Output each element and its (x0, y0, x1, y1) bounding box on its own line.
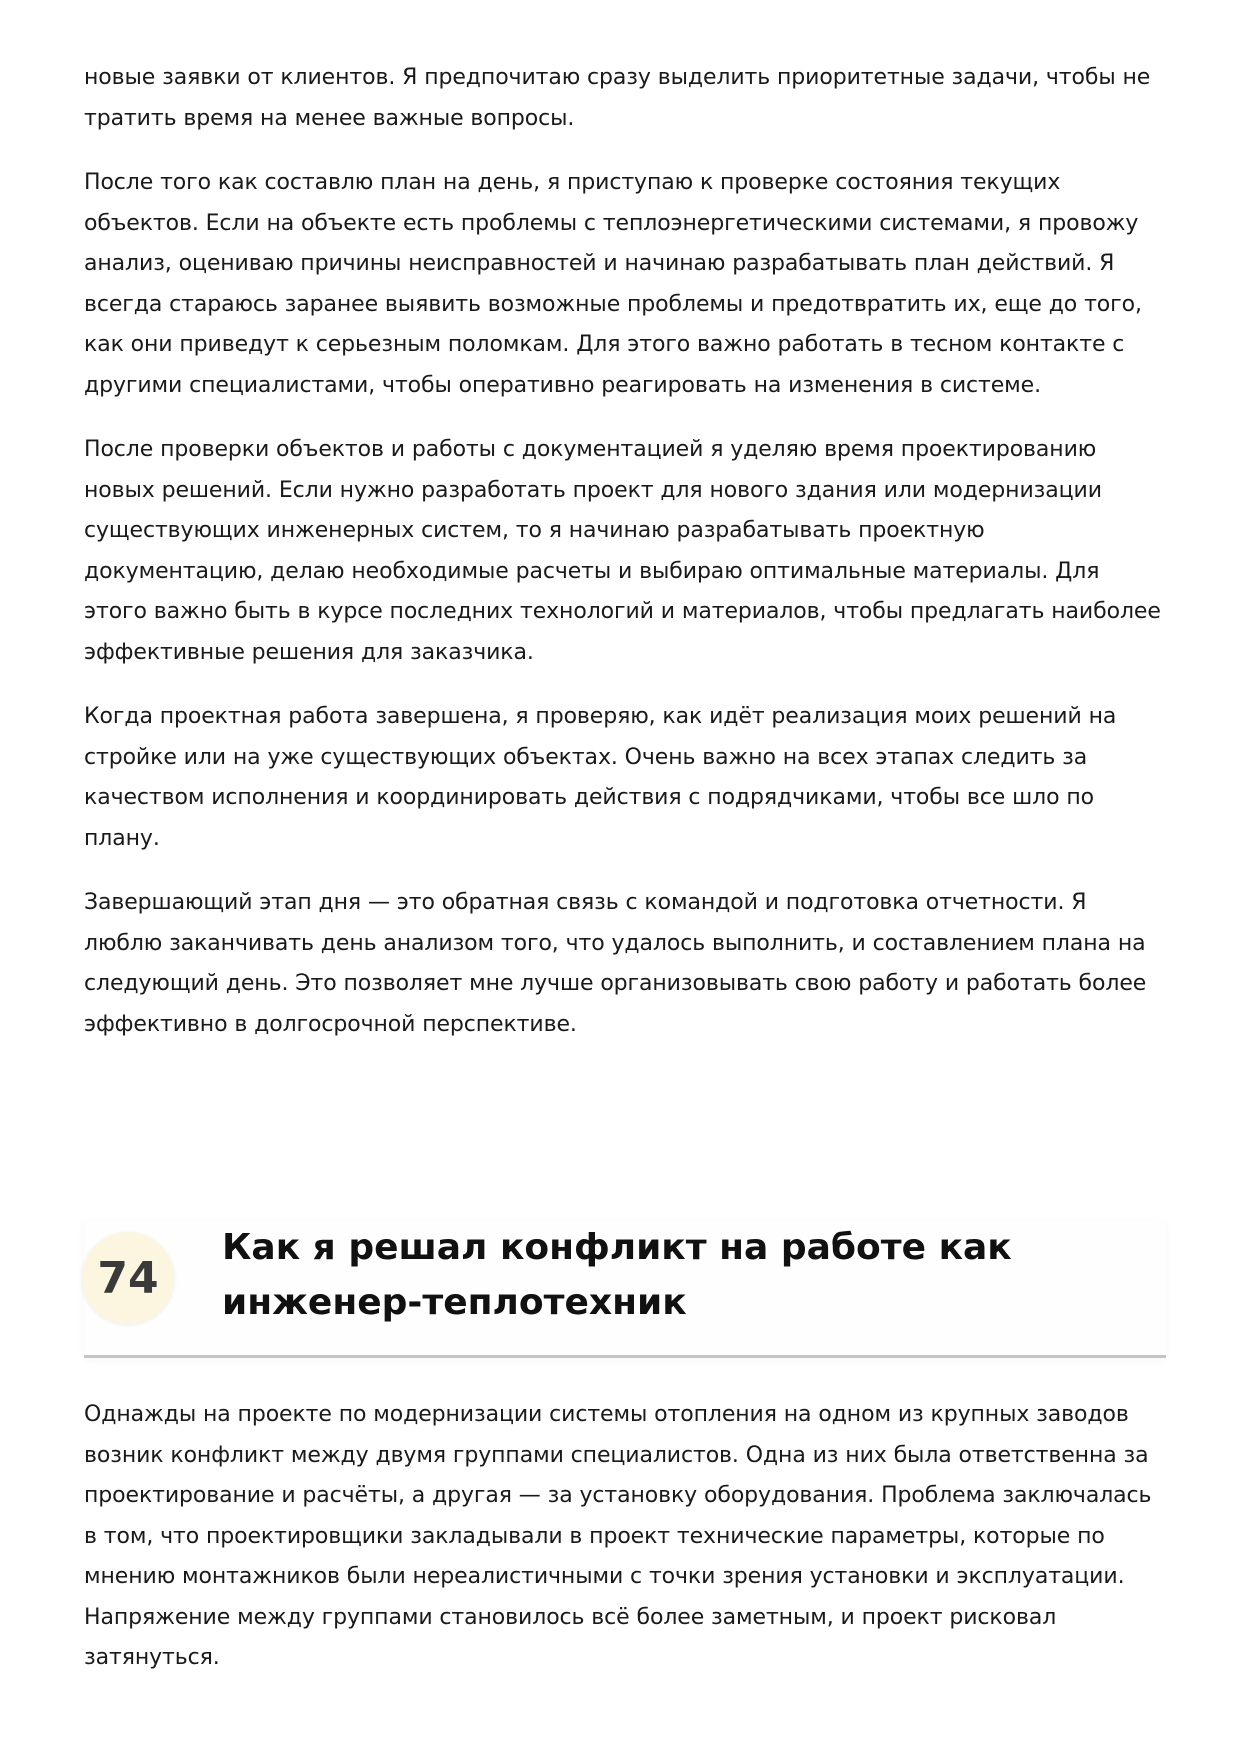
article-body-top (84, 58, 1169, 1069)
paragraph: Завершающий этап дня — это обратная связь с командой и подготовка отчетности. Я люблю заканчивать день анализом того, что удалось выполнить, и составлением плана на следующий день. Это позволяет мне лучше организовывать свою работу и работать более эффективно в долгосрочной перспективе. (84, 890, 1147, 1037)
chapter-number-badge: 74 (82, 1232, 174, 1324)
paragraph: Однажды на проекте по модернизации системы отопления на одном из крупных заводов возник конфликт между двумя группами специалистов. Одна из них была ответственна за проектирование и расчёты, а другая — за установку оборудования. Проблема заключалась в том, что проектировщики закладывали в проект технические параметры, которые по мнению монтажников были нереалистичными с точки зрения установки и эксплуатации. Напряжение между группами становилось всё более заметным, и проект рисковал затянуться. (84, 1402, 1152, 1670)
paragraph: новые заявки от клиентов. Я предпочитаю сразу выделить приоритетные задачи, чтобы не тратить время на менее важные вопросы. (84, 65, 1151, 131)
paragraph: После проверки объектов и работы с документацией я уделяю время проектированию новых решений. Если нужно разработать проект для нового здания или модернизации существующих инженерных систем, то я начинаю разрабатывать проектную документацию, делаю необходимые расчеты и выбираю оптимальные материалы. Для этого важно быть в курсе последних технологий и материалов, чтобы предлагать наиболее эффективные решения для заказчика. (84, 437, 1161, 665)
paragraph: Когда проектная работа завершена, я проверяю, как идёт реализация моих решений на стройке или на уже существующих объектах. Очень важно на всех этапах следить за качеством исполнения и координировать действия с подрядчиками, чтобы все шло по плану. (84, 704, 1117, 851)
chapter-heading (84, 1220, 1166, 1358)
article-body-bottom (84, 1395, 1169, 1703)
paragraph: После того как составлю план на день, я приступаю к проверке состояния текущих объектов. Если на объекте есть проблемы с теплоэнергетическими системами, я провожу анализ, оцениваю причины неисправностей и начинаю разрабатывать план действий. Я всегда стараюсь заранее выявить возможные проблемы и предотвратить их, еще до того, как они приведут к серьезным поломкам. Для этого важно работать в тесном контакте с другими специалистами, чтобы оперативно реагировать на изменения в системе. (84, 170, 1142, 398)
chapter-title: Как я решал конфликт на работе как инженер-теплотехник (222, 1227, 1012, 1323)
